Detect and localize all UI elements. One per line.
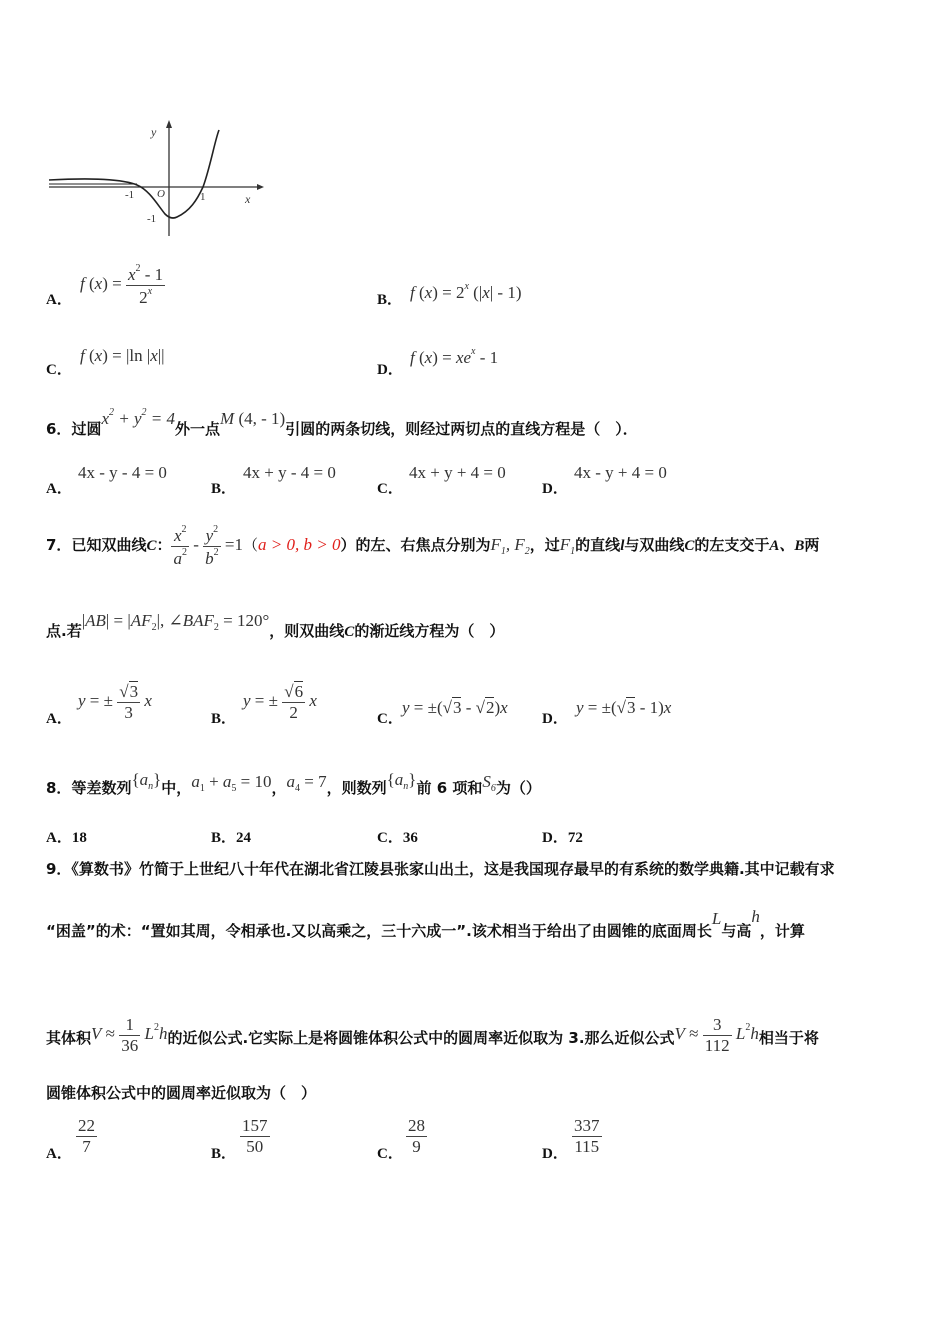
q7-option-b-label: B． [211,711,237,727]
q9-line2-text-3: ，计算 [759,922,805,940]
tick-y-neg1: -1 [147,213,157,225]
q7-option-a-formula: y = ± $\frac{√3}{3}$ x [78,682,152,722]
q9-option-c-label: C． [377,1146,403,1162]
q7-c-3: C [344,624,355,640]
q6-option-b-text: 4x + y - 4 = 0 [243,463,336,482]
y-axis-arrow [166,120,172,128]
q7-option-b-formula: y = ± $\frac{√6}{2}$ x [243,682,317,722]
q6-text-2: 外一点 [175,420,221,438]
q6-option-a-text: 4x - y - 4 = 0 [78,463,167,482]
q9-line1: 9．《算数书》竹简于上世纪八十年代在湖北省江陵县张家山出土，这是我国现存最早的有系统的数学典籍.其中记载有求 [46,860,835,878]
q8-text-6: 为（） [495,779,541,797]
q9-line2-text-1: “困盖”的术：“置如其周，令相承也.又以高乘之，三十六成一”.该术相当于给出了由圆锥的底面周长 [46,922,712,940]
q9-option-d-frac: $\frac{337}{115}$ [574,1116,600,1156]
q8-cond-1: $a_1 + a_5 = 10$ [191,772,272,794]
q8-seq: $\{a_n\}$ [131,770,162,792]
q9-line2 [46,907,805,941]
q8-option-c: C．36 [377,830,418,846]
q7-text-2: ）的左、右焦点分别为 [340,535,491,554]
q7-line2-text-2: ，则双曲线 [269,622,345,640]
q9-option-a-frac: $\frac{22}{7}$ [78,1116,95,1156]
q9-line3 [46,1015,819,1059]
tick-neg1: -1 [125,189,135,201]
q6-text-3: 引圆的两条切线，则经过两切点的直线方程是（ ）． [285,420,638,438]
q5-option-b-label: B． [377,292,403,308]
q7-line2-text-3: 的渐近线方程为（ ） [354,622,505,640]
q8-text-1: 等差数列 [71,779,132,797]
q9-option-c-frac: $\frac{28}{9}$ [408,1116,425,1156]
q5-option-b-formula: f $(x) = 2^x$ (|x| - 1) [410,281,522,302]
q6-option-d-text: 4x - y + 4 = 0 [574,463,667,482]
q7-option-c-formula: y = ±(√3 - √2)x [402,698,508,717]
q7-f1: $F_1$ [559,534,576,557]
q7-c-2: C [684,537,695,554]
q7-c: C [146,537,157,554]
q9-option-b-frac: $\frac{157}{50}$ [242,1116,268,1156]
q9-var-l: L [711,909,722,928]
q8-seq-2: $\{a_n\}$ [386,770,417,792]
q5-option-d-formula: f $(x) = xe^x - 1$ [410,346,499,367]
curve [49,130,219,218]
tick-1: 1 [200,191,206,203]
q7-l: l [620,537,625,554]
q6-number: 6． [46,420,72,438]
q6-point: M (4, - 1) [220,409,286,428]
q7-number: 7． [46,535,72,554]
q7-text-6: 的左支交于 [694,535,770,554]
q9-option-d-label: D． [542,1146,568,1162]
y-label: y [151,125,157,139]
q7-text-5: 与双曲线 [624,535,685,554]
q9-line4: 圆锥体积公式中的圆周率近似取为（ ） [46,1084,317,1102]
q9-line3-text-2: 的近似公式.它实际上是将圆锥体积公式中的圆周率近似取为 3.那么近似公式 [167,1028,675,1047]
q8-text-5: 前 6 项和 [416,779,483,797]
q7-option-d-formula: y = ±(√3 - 1)x [576,698,672,717]
q9-formula-1: V ≈ $\frac{1}{36}$ $L^2h$ [91,1015,168,1055]
q6-option-c-text: 4x + y + 4 = 0 [409,463,506,482]
q7-option-c-label: C． [377,711,403,727]
q7-condition: a > 0, b > 0 [258,534,341,554]
q7-text-7: 两 [804,535,820,554]
q8-text-3: ， [271,779,287,797]
q9-formula-2: V ≈ $\frac{3}{112}$ $L^2h$ [674,1015,759,1055]
q7-stem-line1: 7．已知双曲线C： $\frac{x^2}{a^2}$ - $\frac{y^2}{b^2}$ =1（a > 0, b > 0）的左、右焦点分别为$F_1$, $F_2$，过$F_1$的直线l与双曲线C的左支交于A、B两 [46,524,820,568]
q7-condition-2: $|AB| = |AF_2|$, $\angle BAF_2 = 120^\circ$ [81,611,270,633]
x-label: x [245,192,251,206]
q5-option-a-label: A． [46,292,72,308]
q8-text-2: 中， [161,779,192,797]
q9-line3-text-1: 其体积 [46,1028,92,1047]
q6-option-b-label: B． [211,481,237,497]
q8-stem [46,770,541,800]
q5-option-c-formula: f (x) = |ln |x|| [80,346,165,365]
q7-line2-text-1: 点.若 [46,622,82,640]
q7-option-a-label: A． [46,711,72,727]
q7-hyperbola-eq: $\frac{x^2}{a^2}$ - $\frac{y^2}{b^2}$ =1 [173,524,243,568]
q5-option-c-label: C． [46,362,72,378]
function-graph [45,118,265,240]
q7-text-3: ，过 [529,535,560,554]
q9-option-a-label: A． [46,1146,72,1162]
q9-line2-text-2: 与高 [721,922,752,940]
q5-option-a-formula: f (x) = $\frac{x^2 - 1}{2^x}$ [80,263,164,307]
q6-option-d-label: D． [542,481,568,497]
q7-text-1: 已知双曲线 [71,535,147,554]
q8-option-d: D．72 [542,830,583,846]
q6-stem [46,407,638,439]
q8-option-a: A．18 [46,830,87,846]
q7-colon: ： [156,535,172,554]
q9-var-h: h [751,907,760,926]
q8-option-b: B．24 [211,830,252,846]
q9-line3-text-3: 相当于将 [758,1028,819,1047]
q6-text-1: 过圆 [71,420,102,438]
q6-option-a-label: A． [46,481,72,497]
q7-stem-line2 [46,611,505,643]
q7-ab: A、B [769,537,805,554]
q9-option-b-label: B． [211,1146,237,1162]
q7-option-d-label: D． [542,711,568,727]
x-axis-arrow [257,184,264,190]
q5-option-d-label: D． [377,362,403,378]
q8-number: 8． [46,779,72,797]
q8-cond-2: $a_4 = 7$ [286,772,327,794]
q6-option-c-label: C． [377,481,403,497]
q7-text-4: 的直线 [575,535,621,554]
q7-foci: $F_1$, $F_2$ [490,534,530,557]
q6-circle: $x^2 + y^2 = 4$ [101,407,176,428]
q8-text-4: ，则数列 [326,779,387,797]
q8-s6: $S_6$ [482,772,496,794]
origin-label: O [157,188,165,200]
